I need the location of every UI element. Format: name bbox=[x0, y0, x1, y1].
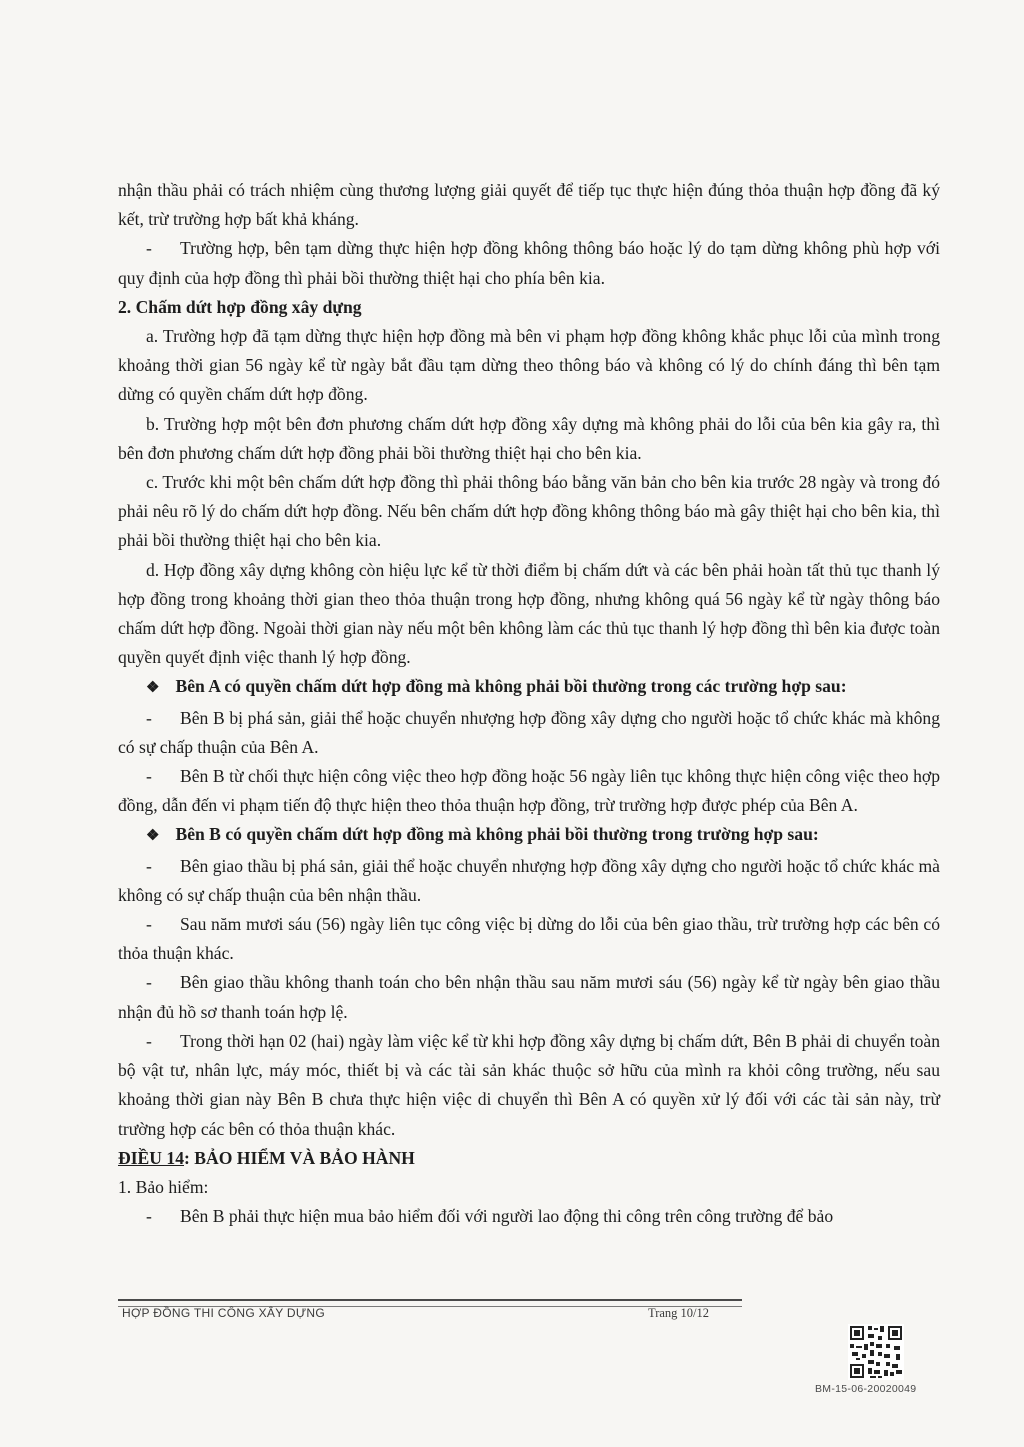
list-item-text: Bên B bị phá sản, giải thể hoặc chuyển nhượng hợp đồng xây dựng cho người hoặc tổ chức khác mà không có sự chấp thuận của Bên A. bbox=[118, 707, 940, 757]
paragraph: b. Trường hợp một bên đơn phương chấm dứt hợp đồng xây dựng mà không phải do lỗi của bên kia gây ra, thì bên đơn phương chấm dứt hợp đồng phải bồi thường thiệt hại cho bên kia. bbox=[118, 413, 940, 463]
dash-marker: - bbox=[146, 1030, 152, 1051]
list-item bbox=[118, 704, 940, 762]
dash-marker: - bbox=[146, 238, 152, 259]
article-number: ĐIỀU 14 bbox=[118, 1147, 184, 1168]
document-code: BM-15-06-20020049 bbox=[815, 1383, 917, 1395]
section-heading: 2. Chấm dứt hợp đồng xây dựng bbox=[118, 296, 362, 317]
list-item bbox=[118, 1027, 940, 1144]
list-item bbox=[118, 852, 940, 910]
dash-marker: - bbox=[146, 766, 152, 787]
list-item bbox=[118, 910, 940, 968]
list-item bbox=[118, 1202, 940, 1231]
page-number: Trang 10/12 bbox=[648, 1306, 710, 1320]
paragraph: c. Trước khi một bên chấm dứt hợp đồng thì phải thông báo bằng văn bản cho bên kia trước 28 ngày và trong đó phải nêu rõ lý do chấm dứt hợp đồng. Nếu bên chấm dứt hợp đồng không thông báo mà gây thiệt hại cho bên kia, thì phải bồi thường thiệt hại cho bên kia. bbox=[118, 472, 940, 551]
list-item-text: Trong thời hạn 02 (hai) ngày làm việc kể từ khi hợp đồng xây dựng bị chấm dứt, Bên B phải di chuyển toàn bộ vật tư, nhân lực, máy móc, thiết bị và các tài sản khác thuộc sở hữu của mình ra khỏi công trường, nếu sau khoảng thời gian này Bên B chưa thực hiện việc di chuyển thì Bên A có quyền xử lý đối với các tài sản này, trừ trường hợp các bên có thỏa thuận khác. bbox=[118, 1030, 940, 1139]
dash-marker: - bbox=[146, 855, 152, 876]
dash-marker: - bbox=[146, 1206, 152, 1227]
diamond-bullet-icon: ❖ bbox=[146, 680, 160, 697]
paragraph: nhận thầu phải có trách nhiệm cùng thương lượng giải quyết để tiếp tục thực hiện đúng thỏa thuận hợp đồng đã ký kết, trừ trường hợp bất khả kháng. bbox=[118, 180, 940, 230]
bullet-heading bbox=[118, 672, 940, 703]
paragraph: 1. Bảo hiểm: bbox=[118, 1176, 209, 1197]
list-item-text: Bên B từ chối thực hiện công việc theo hợp đồng hoặc 56 ngày liên tục không thực hiện công việc theo hợp đồng, dẫn đến vi phạm tiến độ thực hiện theo thỏa thuận hợp đồng, trừ trường hợp được phép của Bên A. bbox=[118, 766, 940, 816]
dash-marker: - bbox=[146, 972, 152, 993]
list-item bbox=[118, 968, 940, 1026]
list-item-text: Bên giao thầu bị phá sản, giải thể hoặc chuyển nhượng hợp đồng xây dựng cho người hoặc tổ chức khác mà không có sự chấp thuận của bên nhận thầu. bbox=[118, 855, 940, 905]
bullet-heading-text: Bên B có quyền chấm dứt hợp đồng mà không phải bồi thường trong trường hợp sau: bbox=[175, 824, 819, 845]
list-item-text: Sau năm mươi sáu (56) ngày liên tục công việc bị dừng do lỗi của bên giao thầu, trừ trường hợp các bên có thỏa thuận khác. bbox=[118, 914, 940, 964]
document-body bbox=[118, 176, 940, 1231]
bullet-heading-text: Bên A có quyền chấm dứt hợp đồng mà không phải bồi thường trong các trường hợp sau: bbox=[175, 676, 847, 697]
footer-title: HỢP ĐỒNG THI CÔNG XÂY DỰNG bbox=[122, 1306, 326, 1320]
diamond-bullet-icon: ❖ bbox=[146, 828, 160, 845]
bullet-heading bbox=[118, 820, 940, 851]
paragraph: a. Trường hợp đã tạm dừng thực hiện hợp đồng mà bên vi phạm hợp đồng không khắc phục lỗi của mình trong khoảng thời gian 56 ngày kể từ ngày bắt đầu tạm dừng theo thông báo và không có lý do chính đáng thì bên tạm dừng có quyền chấm dứt hợp đồng. bbox=[118, 326, 940, 405]
list-item bbox=[118, 762, 940, 820]
article-heading bbox=[118, 1144, 940, 1173]
list-item-text: Bên giao thầu không thanh toán cho bên nhận thầu sau năm mươi sáu (56) ngày kể từ ngày bên giao thầu nhận đủ hồ sơ thanh toán hợp lệ. bbox=[118, 972, 940, 1022]
paragraph: d. Hợp đồng xây dựng không còn hiệu lực kể từ thời điểm bị chấm dứt và các bên phải hoàn tất thủ tục thanh lý hợp đồng trong khoảng thời gian theo thỏa thuận trong hợp đồng, nhưng không quá 56 ngày kể từ ngày thông báo chấm dứt hợp đồng. Ngoài thời gian này nếu một bên không làm các thủ tục thanh lý hợp đồng thì bên kia được toàn quyền quyết định việc thanh lý hợp đồng. bbox=[118, 559, 940, 668]
list-item-text: Bên B phải thực hiện mua bảo hiểm đối với người lao động thi công trên công trường để bảo bbox=[180, 1206, 834, 1227]
dash-marker: - bbox=[146, 914, 152, 935]
dash-marker: - bbox=[146, 707, 152, 728]
list-item bbox=[118, 234, 940, 292]
qr-code-icon bbox=[848, 1324, 904, 1380]
article-title: : BẢO HIỂM VÀ BẢO HÀNH bbox=[184, 1147, 415, 1168]
list-item-text: Trường hợp, bên tạm dừng thực hiện hợp đồng không thông báo hoặc lý do tạm dừng không phù hợp với quy định của hợp đồng thì phải bồi thường thiệt hại cho phía bên kia. bbox=[118, 238, 940, 288]
